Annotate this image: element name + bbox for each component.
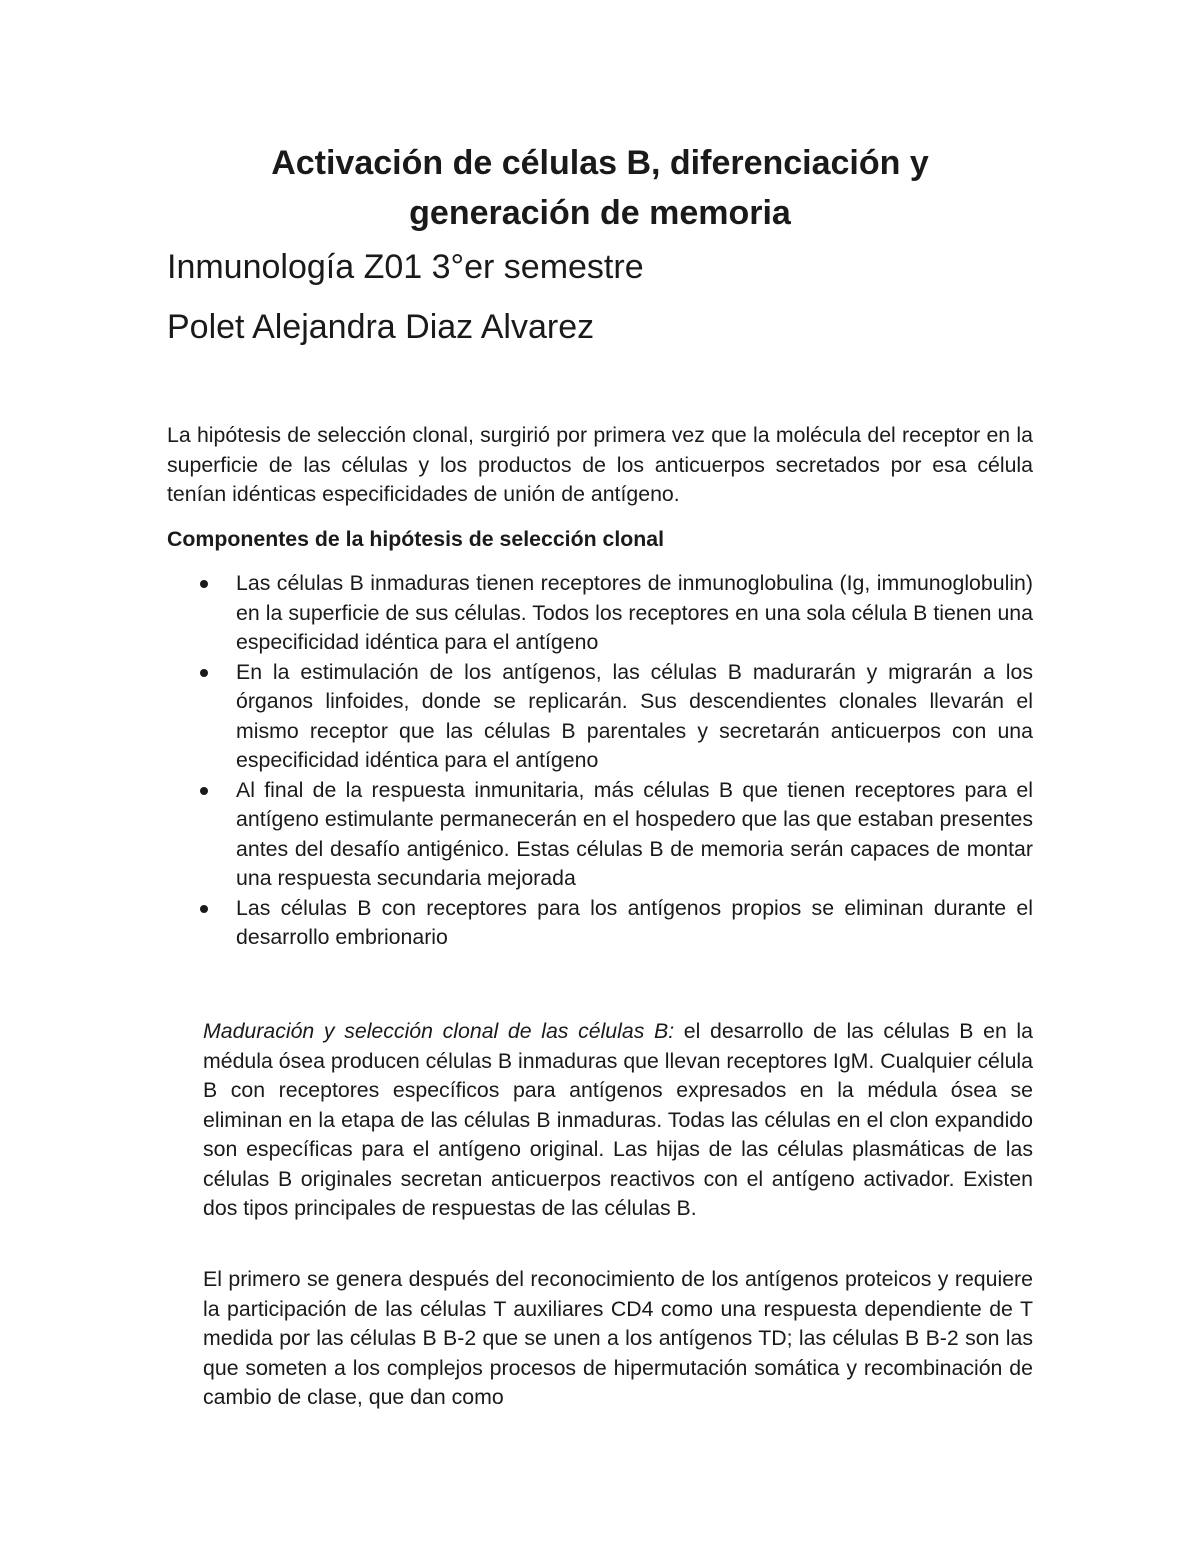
list-item-text: Al final de la respuesta inmunitaria, más células B que tienen receptores para el antígeno estimulante permanecerán en el hospedero que las que estaban presentes antes del desafío antigénico. Estas células B de memoria serán capaces de montar una respuesta secundaria mejorada bbox=[236, 777, 1033, 890]
bullet-icon bbox=[200, 905, 208, 913]
author-line: Polet Alejandra Diaz Alvarez bbox=[167, 308, 595, 346]
list-item bbox=[167, 894, 1033, 953]
title-line-2: generación de memoria bbox=[409, 194, 791, 232]
section-heading: Componentes de la hipótesis de selección clonal bbox=[167, 527, 665, 551]
intro-paragraph: La hipótesis de selección clonal, surgirió por primera vez que la molécula del receptor en la superficie de las células y los productos de los anticuerpos secretados por esa célula tenían idénticas especificidades de unión de antígeno. bbox=[167, 423, 1033, 506]
bullet-icon bbox=[200, 580, 208, 588]
list-item bbox=[167, 658, 1033, 776]
maduracion-paragraph bbox=[203, 1017, 1033, 1224]
primero-paragraph: El primero se genera después del reconocimiento de los antígenos proteicos y requiere la participación de las células T auxiliares CD4 como una respuesta dependiente de T medida por las células B B-2 que se unen a los antígenos TD; las células B B-2 son las que someten a los complejos procesos de hipermutación somática y recombinación de cambio de clase, que dan como bbox=[203, 1267, 1033, 1409]
list-item-text: En la estimulación de los antígenos, las células B madurarán y migrarán a los órganos linfoides, donde se replicarán. Sus descendientes clonales llevarán el mismo receptor que las células B parentales y secretarán anticuerpos con una especificidad idéntica para el antígeno bbox=[236, 659, 1033, 772]
course-line: Inmunología Z01 3°er semestre bbox=[167, 248, 644, 286]
maduracion-lead: Maduración y selección clonal de las células B: bbox=[203, 1019, 675, 1043]
list-item-text: Las células B inmaduras tienen receptores de inmunoglobulina (Ig, immunoglobulin) en la superficie de sus células. Todos los receptores en una sola célula B tienen una especificidad idéntica para el antígeno bbox=[236, 571, 1033, 654]
maduracion-body: el desarrollo de las células B en la médula ósea producen células B inmaduras que llevan receptores IgM. Cualquier célula B con receptores específicos para antígenos expresados en la médula ósea se eliminan en la etapa de las células B inmaduras. Todas las células en el clon expandido son específicas para el antígeno original. Las hijas de las células plasmáticas de las células B originales secretan anticuerpos reactivos con el antígeno activador. Existen dos tipos principales de respuestas de las células B. bbox=[203, 1019, 1033, 1220]
bullet-icon bbox=[200, 787, 208, 795]
title-line-1: Activación de células B, diferenciación y bbox=[271, 144, 929, 182]
document-title bbox=[160, 138, 1040, 238]
bullet-icon bbox=[200, 669, 208, 677]
list-item bbox=[167, 776, 1033, 894]
bullet-list bbox=[167, 569, 1033, 953]
list-item-text: Las células B con receptores para los antígenos propios se eliminan durante el desarrollo embrionario bbox=[236, 895, 1033, 949]
list-item bbox=[167, 569, 1033, 658]
